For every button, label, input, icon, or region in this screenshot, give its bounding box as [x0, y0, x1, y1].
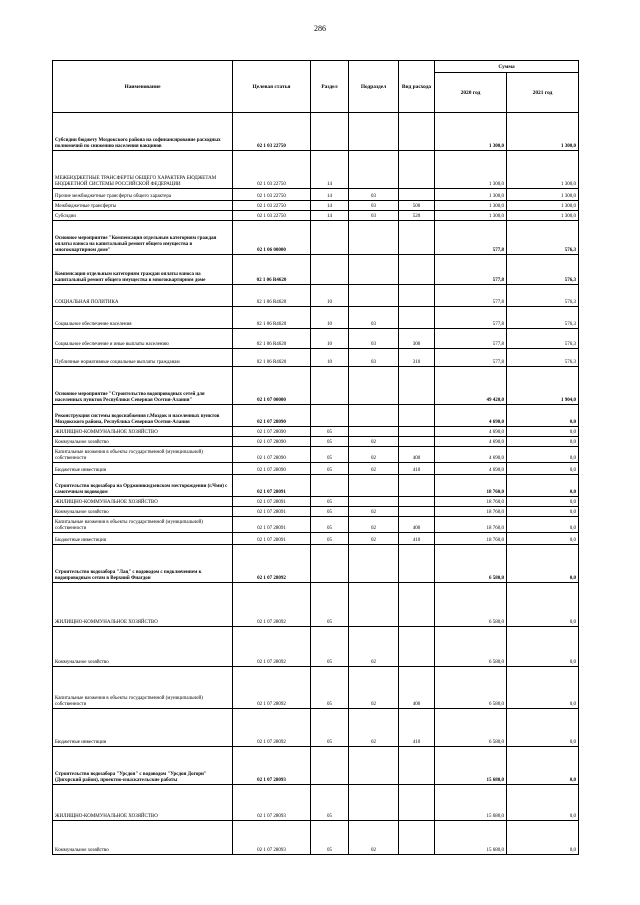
row-2020-cell: 15 680,0	[435, 785, 507, 821]
row-subsection-cell: 02	[349, 507, 399, 517]
row-2020-cell: 6 580,0	[435, 709, 507, 747]
table-row	[53, 821, 579, 855]
row-subsection-cell	[349, 221, 399, 255]
row-type-cell: 520	[399, 211, 435, 221]
row-name-cell: Коммунальное хозяйство	[53, 821, 233, 855]
row-name-cell: Основное мероприятие "Строительство водопроводных сетей для населенных пунктов Республики Северная Осетия-Алания"	[53, 367, 233, 405]
row-name-cell: Публичные нормативные социальные выплаты гражданам	[53, 349, 233, 367]
row-name-cell: МЕЖБЮДЖЕТНЫЕ ТРАНСФЕРТЫ ОБЩЕГО ХАРАКТЕРА БЮДЖЕТАМ БЮДЖЕТНОЙ СИСТЕМЫ РОССИЙСКОЙ ФЕДЕРАЦИИ	[53, 151, 233, 189]
row-type-cell	[399, 785, 435, 821]
table-row	[53, 533, 579, 545]
table-row	[53, 709, 579, 747]
row-2021-cell: 576,3	[507, 307, 579, 329]
row-section-cell	[311, 405, 349, 427]
row-subsection-cell: 02	[349, 821, 399, 855]
row-section-cell: 05	[311, 497, 349, 507]
row-2021-cell: 0,0	[507, 709, 579, 747]
row-subsection-cell: 02	[349, 447, 399, 463]
table-row	[53, 367, 579, 405]
row-section-cell: 05	[311, 437, 349, 447]
row-section-cell: 05	[311, 517, 349, 533]
row-subsection-cell: 02	[349, 667, 399, 709]
row-2020-cell: 577,8	[435, 255, 507, 285]
row-target-cell: 02 1 03 22750	[233, 211, 311, 221]
row-subsection-cell: 03	[349, 189, 399, 201]
row-subsection-cell: 03	[349, 211, 399, 221]
col-header-expense-type: Вид расхода	[399, 61, 435, 113]
row-2021-cell: 0,0	[507, 785, 579, 821]
table-row	[53, 785, 579, 821]
row-target-cell: 02 1 06 R4620	[233, 285, 311, 307]
row-type-cell	[399, 747, 435, 785]
row-type-cell	[399, 583, 435, 627]
row-name-cell: Коммунальное хозяйство	[53, 437, 233, 447]
row-type-cell	[399, 475, 435, 497]
row-target-cell: 02 1 03 22750	[233, 189, 311, 201]
row-section-cell: 05	[311, 583, 349, 627]
row-2020-cell: 6 580,0	[435, 545, 507, 583]
row-2021-cell: 0,0	[507, 583, 579, 627]
table-row	[53, 583, 579, 627]
table-row	[53, 517, 579, 533]
table-body	[53, 113, 579, 855]
row-section-cell	[311, 475, 349, 497]
row-2021-cell: 0,0	[507, 747, 579, 785]
table-row	[53, 507, 579, 517]
row-target-cell: 02 1 06 R4620	[233, 255, 311, 285]
row-target-cell: 02 1 07 28091	[233, 475, 311, 497]
col-header-target: Целевая статья	[233, 61, 311, 113]
row-2021-cell: 0,0	[507, 545, 579, 583]
row-2020-cell: 6 580,0	[435, 667, 507, 709]
row-type-cell	[399, 821, 435, 855]
row-target-cell: 02 1 07 28090	[233, 447, 311, 463]
row-2020-cell: 18 760,0	[435, 533, 507, 545]
row-name-cell: Субсидии	[53, 211, 233, 221]
row-2020-cell: 577,8	[435, 349, 507, 367]
row-2020-cell: 4 690,0	[435, 437, 507, 447]
table-row	[53, 329, 579, 349]
row-type-cell	[399, 189, 435, 201]
row-2021-cell: 576,3	[507, 329, 579, 349]
row-target-cell: 02 1 03 22750	[233, 113, 311, 151]
row-type-cell: 400	[399, 667, 435, 709]
row-section-cell: 05	[311, 447, 349, 463]
row-name-cell: Коммунальное хозяйство	[53, 507, 233, 517]
row-target-cell: 02 1 07 28091	[233, 497, 311, 507]
row-type-cell	[399, 427, 435, 437]
row-2021-cell: 576,3	[507, 221, 579, 255]
row-name-cell: Коммунальное хозяйство	[53, 627, 233, 667]
row-name-cell: ЖИЛИЩНО-КОММУНАЛЬНОЕ ХОЗЯЙСТВО	[53, 427, 233, 437]
row-name-cell: Строительство водозабора на Орджоникидзевском месторождении (г.Чми) с самотечным водоводом	[53, 475, 233, 497]
row-type-cell	[399, 285, 435, 307]
row-target-cell: 02 1 07 28092	[233, 709, 311, 747]
row-subsection-cell	[349, 113, 399, 151]
row-type-cell	[399, 113, 435, 151]
row-2021-cell: 1 300,0	[507, 201, 579, 211]
row-target-cell: 02 1 06 R4620	[233, 329, 311, 349]
row-subsection-cell	[349, 405, 399, 427]
row-2020-cell: 18 760,0	[435, 507, 507, 517]
row-section-cell: 05	[311, 427, 349, 437]
row-section-cell: 05	[311, 785, 349, 821]
col-header-2020: 2020 год	[435, 73, 507, 113]
row-type-cell	[399, 627, 435, 667]
row-2021-cell: 0,0	[507, 463, 579, 475]
row-section-cell: 14	[311, 201, 349, 211]
row-type-cell: 410	[399, 463, 435, 475]
row-subsection-cell: 02	[349, 533, 399, 545]
row-name-cell: Субсидии бюджету Моздокского района на софинансирование расходных полномочий по снижению населения вакцинов	[53, 113, 233, 151]
row-2021-cell: 0,0	[507, 627, 579, 667]
row-subsection-cell	[349, 545, 399, 583]
row-target-cell: 02 1 07 28091	[233, 517, 311, 533]
row-2021-cell: 0,0	[507, 447, 579, 463]
table-row	[53, 307, 579, 329]
row-type-cell: 410	[399, 709, 435, 747]
row-target-cell: 02 1 07 28092	[233, 627, 311, 667]
row-2020-cell: 4 690,0	[435, 447, 507, 463]
row-type-cell: 400	[399, 517, 435, 533]
row-section-cell: 10	[311, 329, 349, 349]
row-2021-cell: 0,0	[507, 405, 579, 427]
row-2020-cell: 1 300,0	[435, 113, 507, 151]
row-subsection-cell: 02	[349, 437, 399, 447]
row-subsection-cell: 02	[349, 709, 399, 747]
row-name-cell: Компенсация отдельным категориям граждан оплаты взноса на капитальный ремонт общего имущества в многоквартирном доме	[53, 255, 233, 285]
table-row	[53, 113, 579, 151]
row-2020-cell: 18 760,0	[435, 497, 507, 507]
row-2021-cell: 1 904,0	[507, 367, 579, 405]
row-2020-cell: 1 300,0	[435, 189, 507, 201]
row-name-cell: Межбюджетные трансферты	[53, 201, 233, 211]
row-2020-cell: 4 690,0	[435, 427, 507, 437]
row-target-cell: 02 1 07 28093	[233, 821, 311, 855]
row-target-cell: 02 1 06 00000	[233, 221, 311, 255]
row-subsection-cell	[349, 367, 399, 405]
col-header-section: Раздел	[311, 61, 349, 113]
row-2021-cell: 0,0	[507, 507, 579, 517]
row-type-cell	[399, 405, 435, 427]
row-subsection-cell	[349, 285, 399, 307]
col-header-2021: 2021 год	[507, 73, 579, 113]
row-2021-cell: 0,0	[507, 437, 579, 447]
row-subsection-cell	[349, 427, 399, 437]
row-subsection-cell	[349, 583, 399, 627]
row-2021-cell: 1 300,0	[507, 189, 579, 201]
table-row	[53, 747, 579, 785]
table-row	[53, 667, 579, 709]
table-row	[53, 189, 579, 201]
row-target-cell: 02 1 03 22750	[233, 151, 311, 189]
row-section-cell: 14	[311, 151, 349, 189]
row-2020-cell: 18 760,0	[435, 517, 507, 533]
row-subsection-cell: 02	[349, 517, 399, 533]
row-2020-cell: 577,8	[435, 307, 507, 329]
page-number: 286	[314, 24, 326, 33]
row-name-cell: Социальное обеспечение населения	[53, 307, 233, 329]
table-row	[53, 255, 579, 285]
row-2021-cell: 0,0	[507, 533, 579, 545]
row-2021-cell: 576,3	[507, 285, 579, 307]
row-2020-cell: 577,8	[435, 329, 507, 349]
col-header-amount: Сумма	[435, 61, 579, 73]
row-name-cell: Капитальные вложения в объекты государственной (муниципальной) собственности	[53, 517, 233, 533]
row-2020-cell: 1 300,0	[435, 151, 507, 189]
row-section-cell	[311, 367, 349, 405]
row-name-cell: Реконструкция системы водоснабжения г.Моздок и населенных пунктов Моздокского района, Республика Северная Осетия-Алания	[53, 405, 233, 427]
row-name-cell: Строительство водозабора "Урсдон" с водоводом "Урсдон Догори" (Дигорский район), проектно-изыскательские работы	[53, 747, 233, 785]
row-2020-cell: 18 760,0	[435, 475, 507, 497]
table-row	[53, 427, 579, 437]
row-subsection-cell: 03	[349, 201, 399, 211]
row-name-cell: ЖИЛИЩНО-КОММУНАЛЬНОЕ ХОЗЯЙСТВО	[53, 497, 233, 507]
row-name-cell: Бюджетные инвестиции	[53, 463, 233, 475]
row-type-cell	[399, 507, 435, 517]
row-2021-cell: 576,3	[507, 255, 579, 285]
row-target-cell: 02 1 07 28092	[233, 583, 311, 627]
row-name-cell: Социальное обеспечение и иные выплаты населению	[53, 329, 233, 349]
table-row	[53, 211, 579, 221]
row-2020-cell: 49 420,0	[435, 367, 507, 405]
row-subsection-cell	[349, 497, 399, 507]
table-row	[53, 497, 579, 507]
row-2020-cell: 15 680,0	[435, 747, 507, 785]
row-2021-cell: 0,0	[507, 497, 579, 507]
row-2020-cell: 6 580,0	[435, 627, 507, 667]
table-row	[53, 463, 579, 475]
row-target-cell: 02 1 07 28093	[233, 785, 311, 821]
row-2020-cell: 577,8	[435, 221, 507, 255]
row-subsection-cell	[349, 475, 399, 497]
row-section-cell: 05	[311, 533, 349, 545]
row-2020-cell: 1 300,0	[435, 211, 507, 221]
row-target-cell: 02 1 03 22750	[233, 201, 311, 211]
row-target-cell: 02 1 06 R4620	[233, 307, 311, 329]
row-name-cell: Основное мероприятие "Компенсация отдельным категориям граждан оплаты взноса на капитальный ремонт общего имущества в многоквартирном доме"	[53, 221, 233, 255]
row-section-cell	[311, 113, 349, 151]
row-type-cell	[399, 221, 435, 255]
row-type-cell: 300	[399, 329, 435, 349]
row-section-cell: 05	[311, 627, 349, 667]
row-type-cell	[399, 255, 435, 285]
table-row	[53, 285, 579, 307]
row-subsection-cell: 03	[349, 329, 399, 349]
row-2020-cell: 15 680,0	[435, 821, 507, 855]
row-type-cell	[399, 437, 435, 447]
row-type-cell: 400	[399, 447, 435, 463]
table-row	[53, 447, 579, 463]
row-section-cell: 10	[311, 285, 349, 307]
row-target-cell: 02 1 07 28093	[233, 747, 311, 785]
row-subsection-cell: 02	[349, 627, 399, 667]
row-name-cell: Бюджетные инвестиции	[53, 533, 233, 545]
row-2021-cell: 1 300,0	[507, 113, 579, 151]
row-2021-cell: 0,0	[507, 475, 579, 497]
row-subsection-cell: 02	[349, 463, 399, 475]
row-target-cell: 02 1 07 28090	[233, 437, 311, 447]
row-name-cell: Капитальные вложения в объекты государственной (муниципальной) собственности	[53, 667, 233, 709]
row-section-cell: 05	[311, 709, 349, 747]
row-2020-cell: 4 690,0	[435, 463, 507, 475]
row-subsection-cell	[349, 785, 399, 821]
row-subsection-cell	[349, 747, 399, 785]
row-subsection-cell: 03	[349, 349, 399, 367]
row-name-cell: СОЦИАЛЬНАЯ ПОЛИТИКА	[53, 285, 233, 307]
row-target-cell: 02 1 07 28092	[233, 545, 311, 583]
row-section-cell	[311, 545, 349, 583]
row-2021-cell: 0,0	[507, 517, 579, 533]
row-section-cell: 14	[311, 211, 349, 221]
col-header-subsection: Подраздел	[349, 61, 399, 113]
row-section-cell: 10	[311, 307, 349, 329]
row-type-cell	[399, 497, 435, 507]
row-section-cell	[311, 221, 349, 255]
row-target-cell: 02 1 07 28090	[233, 405, 311, 427]
row-name-cell: Бюджетные инвестиции	[53, 709, 233, 747]
row-type-cell: 310	[399, 349, 435, 367]
row-subsection-cell	[349, 151, 399, 189]
row-type-cell: 410	[399, 533, 435, 545]
row-2021-cell: 0,0	[507, 667, 579, 709]
table-row	[53, 151, 579, 189]
row-target-cell: 02 1 07 00000	[233, 367, 311, 405]
row-section-cell	[311, 255, 349, 285]
row-type-cell: 500	[399, 201, 435, 211]
row-name-cell: Строительство водозабора "Лац" с водоводом с подключением к водопроводным сетям в Верхний Фиагдон	[53, 545, 233, 583]
table-row	[53, 349, 579, 367]
row-2021-cell: 0,0	[507, 427, 579, 437]
row-subsection-cell	[349, 255, 399, 285]
row-subsection-cell: 03	[349, 307, 399, 329]
table-row	[53, 201, 579, 211]
table-row	[53, 627, 579, 667]
row-section-cell: 05	[311, 463, 349, 475]
row-2021-cell: 576,3	[507, 349, 579, 367]
row-target-cell: 02 1 07 28091	[233, 533, 311, 545]
row-section-cell: 05	[311, 821, 349, 855]
row-target-cell: 02 1 07 28092	[233, 667, 311, 709]
row-type-cell	[399, 307, 435, 329]
row-section-cell	[311, 747, 349, 785]
table-row	[53, 405, 579, 427]
table-row	[53, 545, 579, 583]
row-2021-cell: 0,0	[507, 821, 579, 855]
table-row	[53, 221, 579, 255]
table-row	[53, 437, 579, 447]
row-2020-cell: 577,8	[435, 285, 507, 307]
row-target-cell: 02 1 06 R4620	[233, 349, 311, 367]
row-name-cell: ЖИЛИЩНО-КОММУНАЛЬНОЕ ХОЗЯЙСТВО	[53, 785, 233, 821]
col-header-name: Наименование	[53, 61, 233, 113]
row-target-cell: 02 1 07 28090	[233, 463, 311, 475]
row-type-cell	[399, 151, 435, 189]
row-section-cell: 05	[311, 507, 349, 517]
row-section-cell: 05	[311, 667, 349, 709]
row-target-cell: 02 1 07 28091	[233, 507, 311, 517]
row-name-cell: Прочие межбюджетные трансферты общего характера	[53, 189, 233, 201]
row-section-cell: 10	[311, 349, 349, 367]
row-type-cell	[399, 367, 435, 405]
row-target-cell: 02 1 07 28090	[233, 427, 311, 437]
row-2020-cell: 1 300,0	[435, 201, 507, 211]
table-row	[53, 475, 579, 497]
row-2021-cell: 1 300,0	[507, 151, 579, 189]
row-name-cell: ЖИЛИЩНО-КОММУНАЛЬНОЕ ХОЗЯЙСТВО	[53, 583, 233, 627]
row-name-cell: Капитальные вложения в объекты государственной (муниципальной) собственности	[53, 447, 233, 463]
row-2021-cell: 1 300,0	[507, 211, 579, 221]
row-2020-cell: 6 580,0	[435, 583, 507, 627]
row-type-cell	[399, 545, 435, 583]
budget-table	[52, 60, 579, 855]
row-section-cell: 14	[311, 189, 349, 201]
row-2020-cell: 4 690,0	[435, 405, 507, 427]
